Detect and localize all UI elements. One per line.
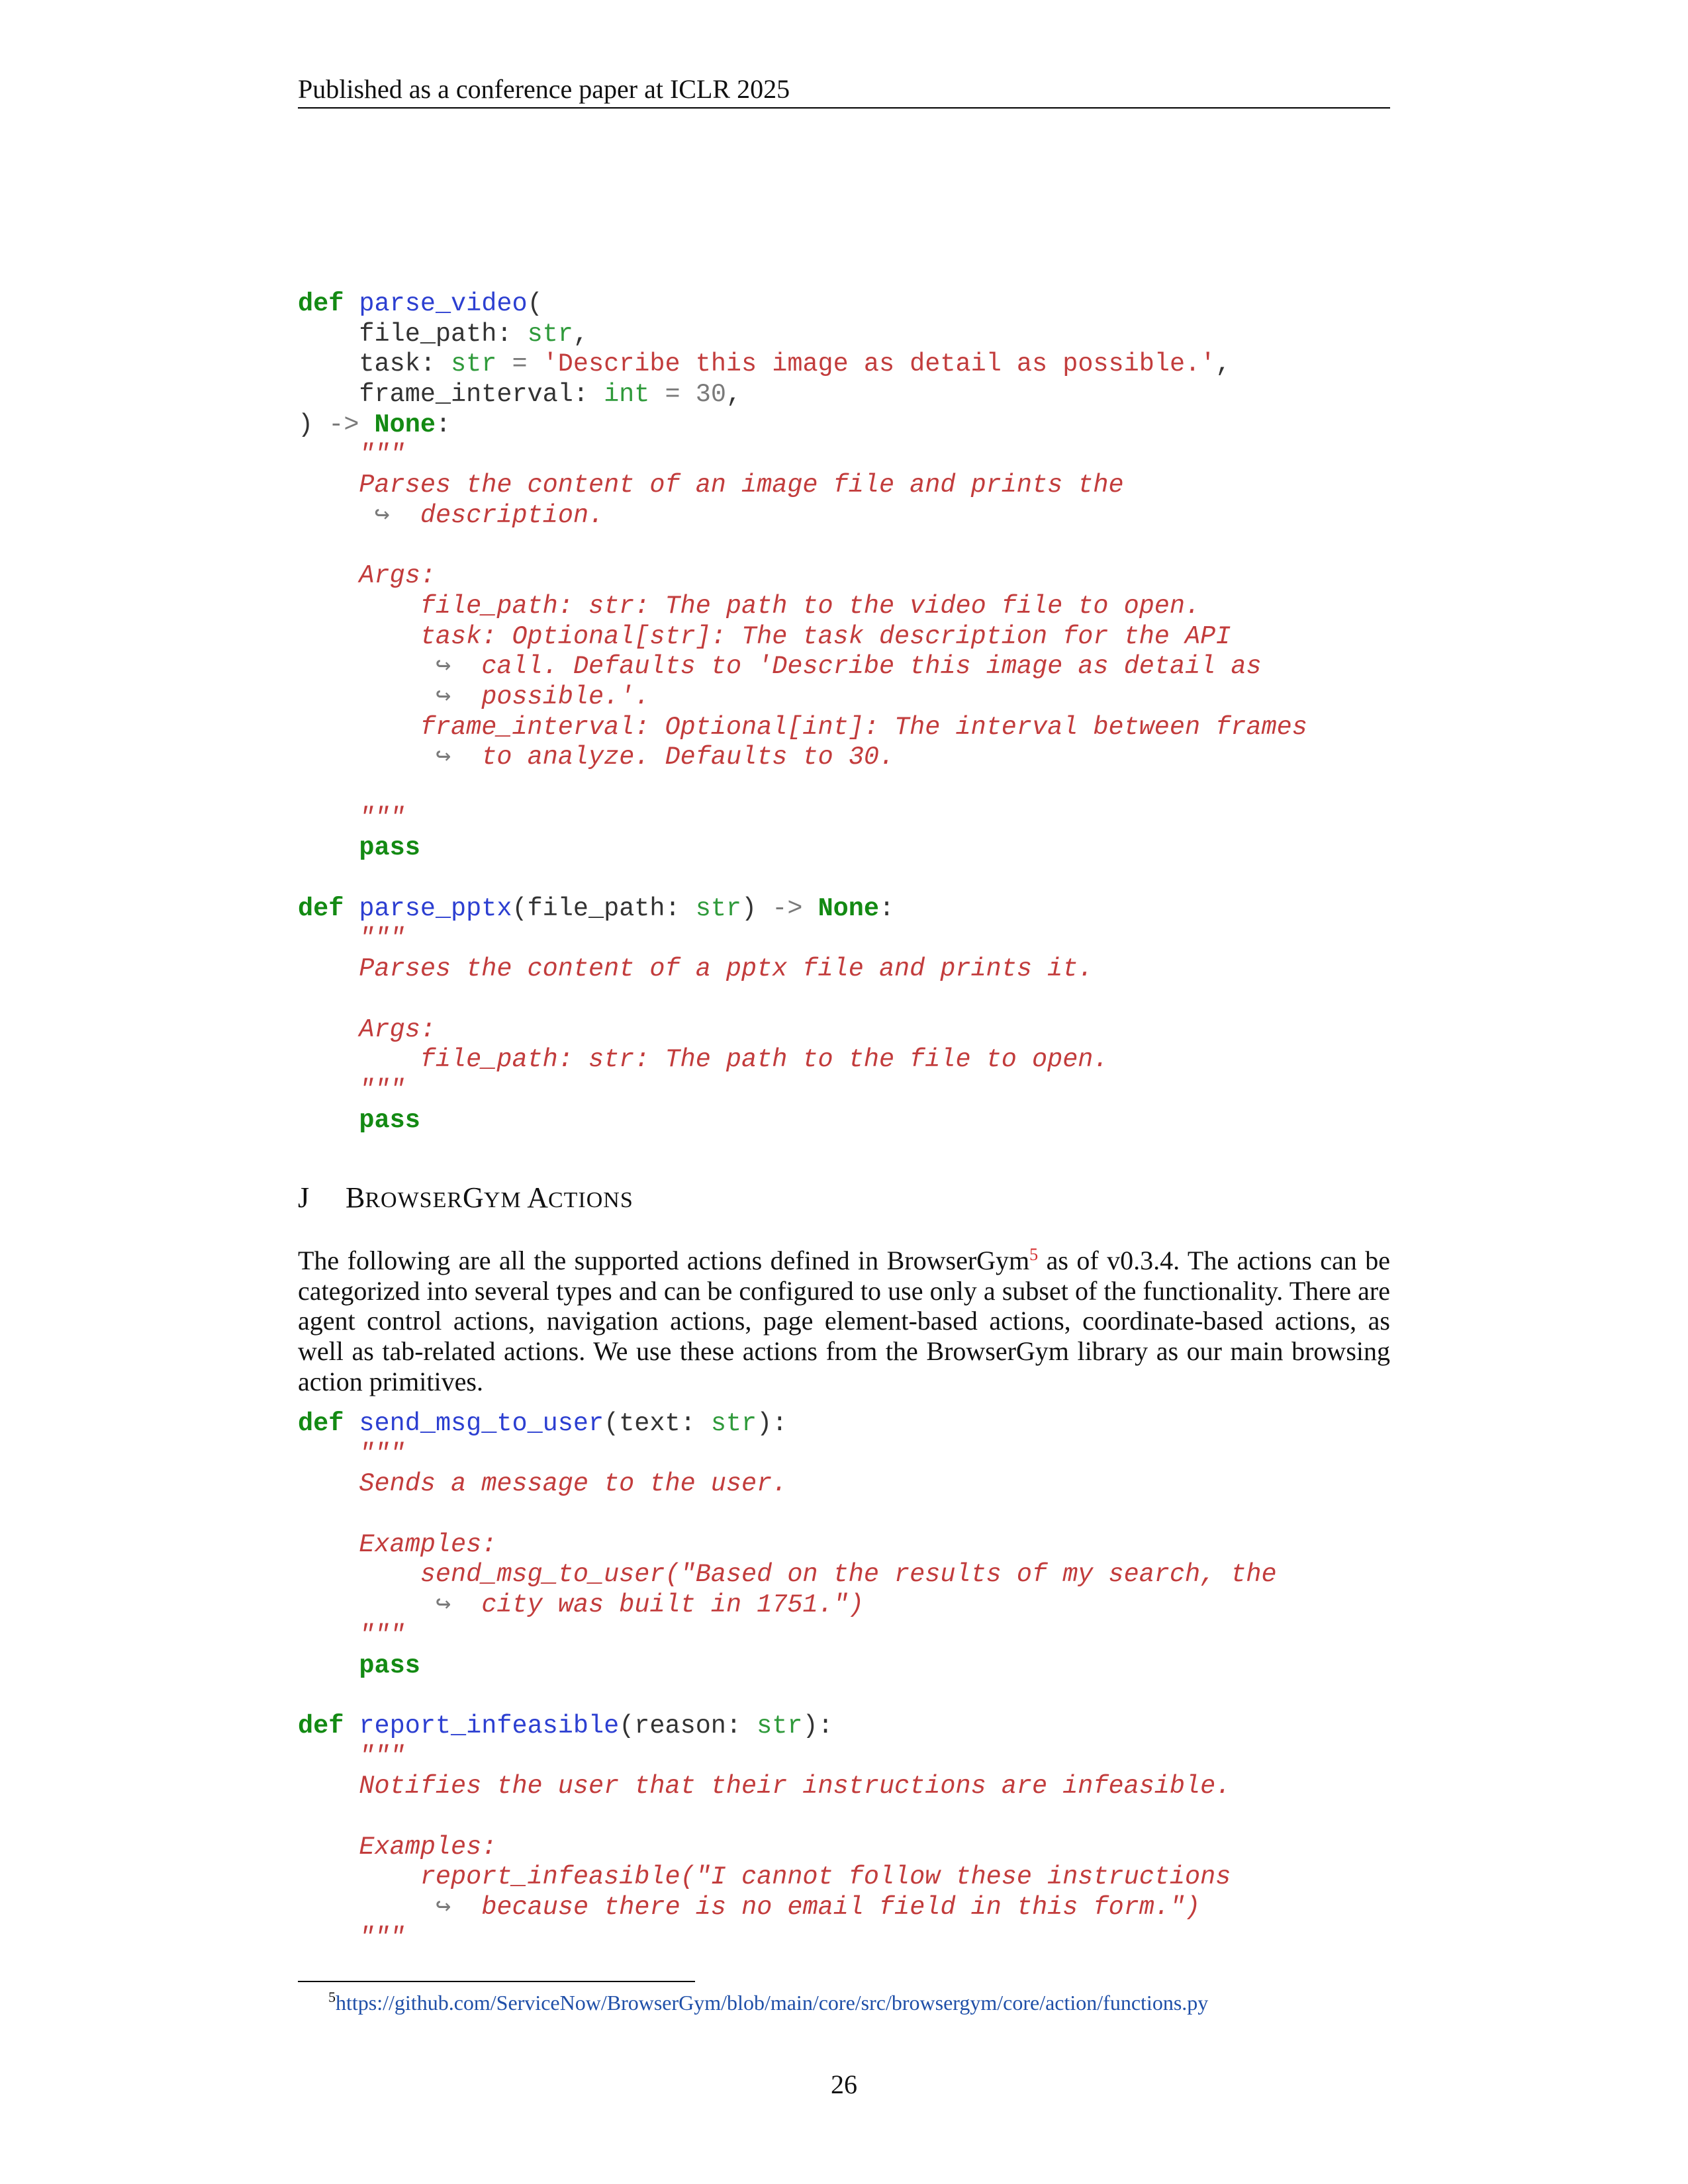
code-line [298, 531, 1307, 562]
code-token [344, 1409, 359, 1438]
code-token: str [527, 319, 573, 349]
code-token [680, 380, 696, 409]
code-token [298, 1893, 436, 1922]
code-line [298, 894, 1307, 925]
code-token: task: [298, 349, 451, 379]
code-token: , [1215, 349, 1231, 379]
code-line [298, 1439, 1277, 1470]
code-token: Parses the content of an image file and prints the [298, 471, 1124, 500]
code-token: Notifies the user that their instructions are infeasible. [298, 1772, 1231, 1801]
code-token: def [298, 893, 344, 923]
code-token: to analyze. Defaults to 30. [451, 743, 895, 772]
code-line [298, 803, 1307, 834]
code-token [298, 652, 436, 681]
code-token [649, 380, 665, 409]
code-token: : [435, 410, 451, 439]
code-token: Parses the content of a pptx file and prints it. [298, 954, 1094, 984]
code-token: """ [298, 803, 405, 833]
code-line [298, 1469, 1277, 1500]
code-token [802, 894, 818, 923]
code-token: def [298, 1409, 344, 1438]
code-line [298, 652, 1307, 682]
code-token [298, 682, 436, 711]
code-line [298, 1651, 1277, 1682]
code-line [298, 592, 1307, 622]
code-token: pass [359, 1105, 420, 1135]
code-token: pass [359, 1651, 420, 1680]
code-token: ( [527, 289, 543, 318]
code-token: 30 [695, 380, 726, 410]
code-token: report_infeasible [359, 1711, 620, 1741]
section-number: J [298, 1181, 310, 1214]
code-token: Args: [298, 561, 436, 591]
footnote: $^5$https://github.com/ServiceNow/BrowserGym/blob/main/core/src/browsergym/core/action/functions.py [328, 1989, 1209, 2015]
code-token: city was built in 1751.") [451, 1590, 864, 1620]
code-line [298, 471, 1307, 501]
code-token: file_path: [298, 319, 528, 349]
code-line [298, 501, 1307, 531]
code-token: str [695, 893, 742, 923]
code-token: , [573, 319, 588, 349]
code-token: = [665, 380, 680, 410]
code-token: send_msg_to_user [359, 1409, 604, 1438]
code-token [528, 349, 543, 379]
code-line [298, 1500, 1277, 1530]
code-line [298, 924, 1307, 954]
code-token: """ [298, 440, 405, 470]
code-token: frame_interval: [298, 380, 604, 410]
code-token: call. Defaults to 'Describe this image as detail as [451, 652, 1262, 682]
code-token: (reason: [619, 1711, 757, 1741]
code-token [298, 1590, 436, 1619]
code-line [298, 1893, 1277, 1923]
code-line [298, 1833, 1277, 1863]
code-line [298, 289, 1307, 320]
code-token: def [298, 289, 344, 318]
code-line [298, 954, 1307, 985]
code-line [298, 682, 1307, 713]
code-line [298, 622, 1307, 653]
footnote-ref[interactable]: 5 [1029, 1245, 1039, 1264]
code-token: str [710, 1409, 757, 1438]
code-token: -> [328, 410, 359, 439]
code-line [298, 561, 1307, 592]
code-token [344, 1711, 359, 1741]
page-number: 26 [831, 2070, 857, 2099]
code-token: str [451, 349, 497, 379]
code-token: file_path: str: The path to the file to open. [298, 1045, 1109, 1075]
code-token: possible.'. [451, 682, 650, 711]
code-token: -> [772, 893, 803, 923]
code-token [298, 833, 359, 862]
code-token: """ [298, 1075, 405, 1105]
code-line [298, 349, 1307, 380]
code-line [298, 1015, 1307, 1046]
section-heading [298, 1179, 633, 1219]
code-token: ↪ [435, 682, 451, 711]
code-token: file_path: str: The path to the video file to open. [298, 591, 1201, 621]
code-token: description. [389, 500, 604, 530]
code-token: frame_interval: Optional[int]: The interval between frames [298, 712, 1307, 742]
code-token: parse_video [359, 289, 528, 318]
running-header: Published as a conference paper at ICLR 2025 [298, 71, 1390, 109]
code-token: str [757, 1711, 803, 1741]
code-line [298, 1530, 1277, 1561]
code-token: (text: [604, 1409, 711, 1438]
code-token: def [298, 1711, 344, 1741]
code-line [298, 1075, 1307, 1106]
code-token [298, 1651, 359, 1680]
code-line [298, 1742, 1277, 1772]
code-token: Sends a message to the user. [298, 1469, 788, 1499]
code-line [298, 1560, 1277, 1590]
code-line [298, 985, 1307, 1015]
code-line [298, 864, 1307, 894]
code-token: """ [298, 1741, 405, 1771]
code-token: task: Optional[str]: The task description for the API [298, 621, 1231, 651]
code-line [298, 1045, 1307, 1075]
code-token: , [726, 380, 742, 410]
code-token: report_infeasible("I cannot follow these instructions [298, 1862, 1231, 1892]
code-token: None [374, 410, 436, 439]
code-token: int [604, 380, 650, 410]
code-line [298, 1772, 1277, 1802]
code-token [344, 289, 359, 318]
code-line [298, 1862, 1277, 1893]
footnote-link[interactable]: https://github.com/ServiceNow/BrowserGym/blob/main/core/src/browsergym/core/action/functions.py [336, 1991, 1209, 2015]
code-token: = [512, 349, 528, 379]
code-token: pass [359, 833, 420, 863]
code-token [344, 894, 359, 923]
code-token: Examples: [298, 1529, 497, 1559]
code-line [298, 743, 1307, 773]
code-token: """ [298, 1439, 405, 1469]
code-line [298, 320, 1307, 350]
code-token [496, 349, 512, 379]
code-token: ↪ [435, 652, 451, 682]
code-token: ): [802, 1711, 833, 1741]
code-line [298, 773, 1307, 803]
code-line [298, 833, 1307, 864]
code-line [298, 1802, 1277, 1833]
code-token: parse_pptx [359, 893, 512, 923]
code-token: None [818, 893, 879, 923]
code-token: Examples: [298, 1832, 497, 1862]
code-line [298, 410, 1307, 441]
code-token: : [879, 893, 895, 923]
code-token: because there is no email field in this form.") [451, 1893, 1201, 1922]
code-line [298, 1590, 1277, 1621]
code-line [298, 713, 1307, 743]
code-block-browsergym-actions [298, 1409, 1277, 1953]
code-line [298, 1106, 1307, 1136]
code-token: """ [298, 1620, 405, 1650]
code-token [298, 1106, 359, 1135]
code-token: ): [757, 1409, 788, 1438]
code-token [298, 743, 436, 772]
code-token: ↪ [374, 500, 390, 530]
code-token: ) [741, 893, 773, 923]
code-token [359, 410, 374, 439]
code-token: ↪ [435, 1893, 451, 1922]
code-token: ↪ [435, 743, 451, 772]
footnote-divider [298, 1981, 695, 1982]
code-token: """ [298, 1923, 405, 1952]
code-token: (file_path: [512, 893, 696, 923]
code-line [298, 440, 1307, 471]
code-block-file-parsers [298, 289, 1307, 1136]
code-line [298, 1923, 1277, 1954]
code-line [298, 1621, 1277, 1651]
code-token [298, 501, 375, 530]
code-line [298, 1409, 1277, 1439]
code-line [298, 1681, 1277, 1711]
code-line [298, 1711, 1277, 1742]
section-title: BROWSERGYM ACTIONS [346, 1181, 633, 1214]
code-token: Args: [298, 1015, 436, 1044]
code-token: ↪ [435, 1590, 451, 1620]
code-token: send_msg_to_user("Based on the results of my search, the [298, 1560, 1277, 1590]
code-token: """ [298, 924, 405, 954]
code-token: ) [298, 410, 329, 439]
section-paragraph: The following are all the supported actions defined in BrowserGym$^5$ as of v0.3.4. The actions can be categorized into several types and can be configured to use only a subset of the functionality. There are agent control actions, navigation actions, page element-based actions, coordinate-based actions, as well as tab-related actions. We use these actions from the BrowserGym library as our main browsing action primitives. [298, 1245, 1391, 1396]
code-token: 'Describe this image as detail as possible.' [542, 349, 1216, 379]
code-line [298, 380, 1307, 410]
